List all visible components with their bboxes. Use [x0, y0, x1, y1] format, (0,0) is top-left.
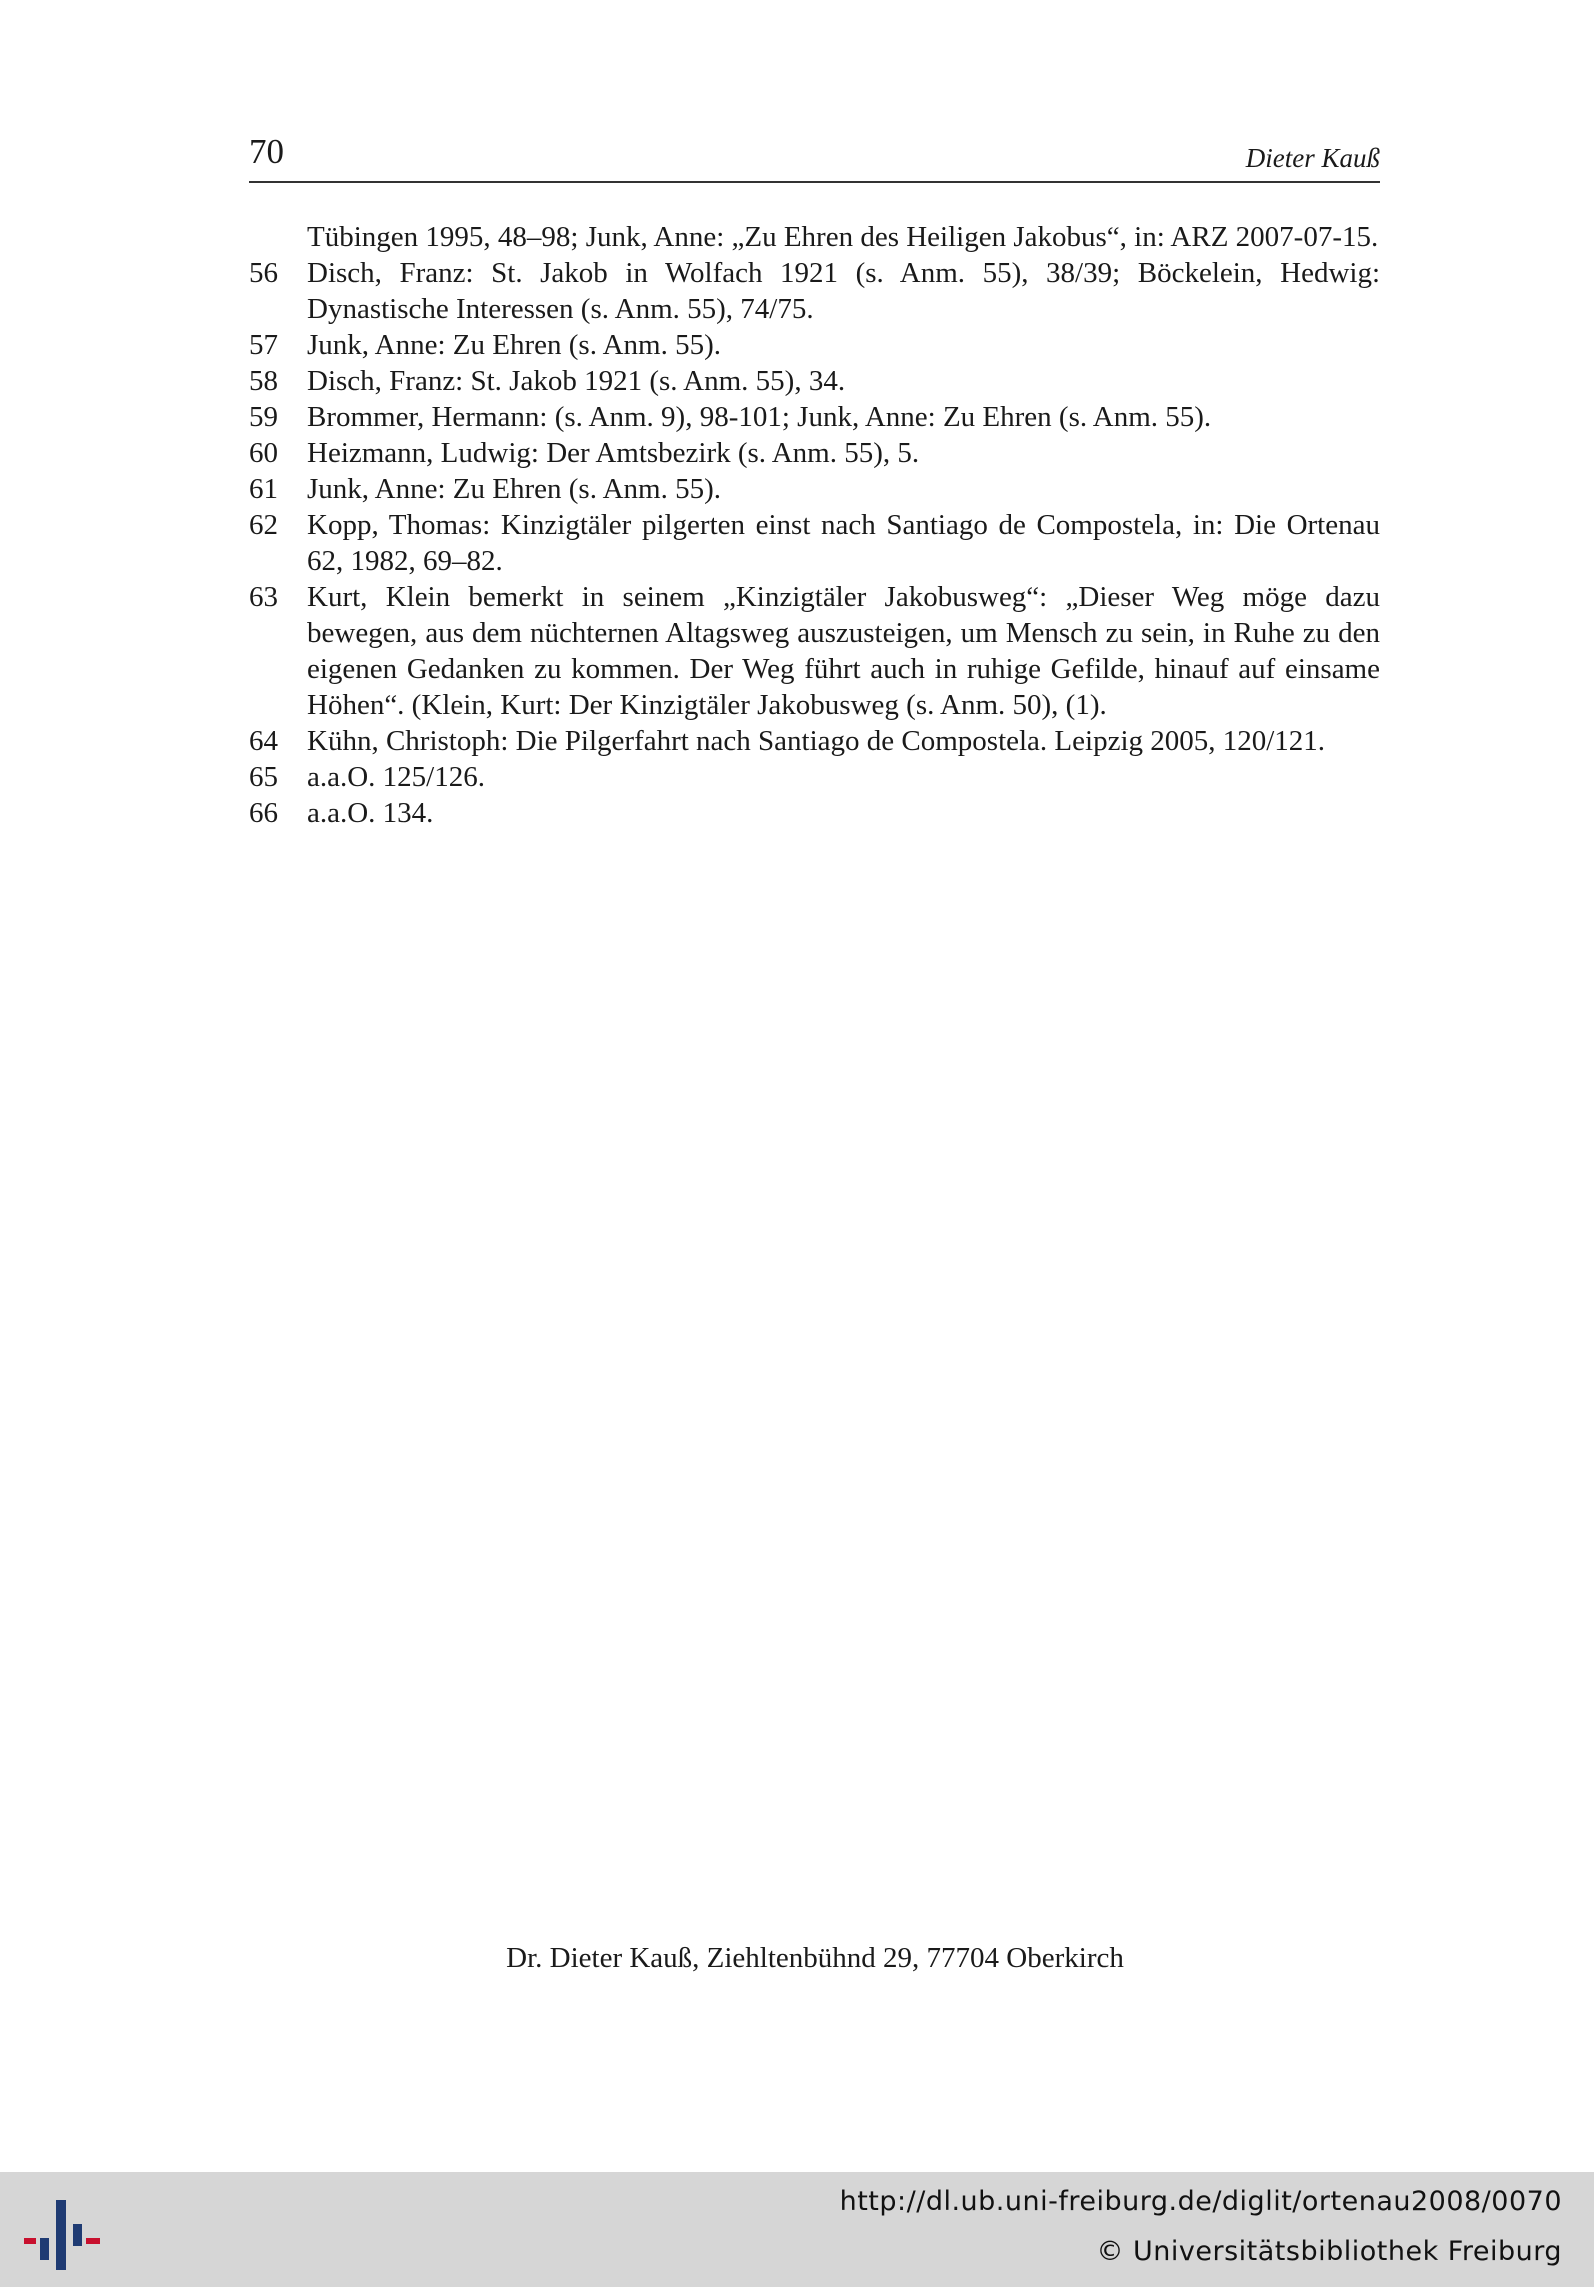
- footnote-text: Heizmann, Ludwig: Der Amtsbezirk (s. Anm. 55), 5.: [307, 437, 920, 469]
- footnote-63: [249, 579, 1380, 723]
- footnote-text: a.a.O. 125/126.: [307, 761, 485, 793]
- footnote-number: 64: [249, 725, 278, 757]
- footnote-60: [249, 435, 1380, 471]
- footnote-number: 58: [249, 365, 278, 397]
- footer-bar: [0, 2172, 1594, 2287]
- footnote-number: 56: [249, 257, 278, 289]
- footnote-number: 63: [249, 581, 278, 613]
- page-number: 70: [249, 132, 284, 171]
- footnote-text: Disch, Franz: St. Jakob 1921 (s. Anm. 55), 34.: [307, 365, 846, 397]
- footnote-number: 60: [249, 437, 278, 469]
- footnote-64: [249, 723, 1380, 759]
- footer-copyright: © Universitätsbibliothek Freiburg: [1096, 2236, 1562, 2267]
- author-address: Dr. Dieter Kauß, Ziehltenbühnd 29, 77704 Oberkirch: [506, 1942, 1124, 1974]
- footnote-continuation: [249, 219, 1380, 255]
- footnote-text: Tübingen 1995, 48–98; Junk, Anne: „Zu Ehren des Heiligen Jakobus“, in: ARZ 2007-07-15.: [307, 221, 1379, 253]
- footnote-57: [249, 327, 1380, 363]
- footnote-text: Kopp, Thomas: Kinzigtäler pilgerten einst nach Santiago de Compostela, in: Die Ortenau 62, 1982, 69–82.: [307, 509, 1380, 577]
- footnote-62: [249, 507, 1380, 579]
- footnote-text: Junk, Anne: Zu Ehren (s. Anm. 55).: [307, 329, 722, 361]
- footnote-number: 61: [249, 473, 278, 505]
- ub-freiburg-logo-icon: [22, 2194, 102, 2274]
- footnote-number: 62: [249, 509, 278, 541]
- footnote-58: [249, 363, 1380, 399]
- footnote-56: [249, 255, 1380, 327]
- footnote-text: Kühn, Christoph: Die Pilgerfahrt nach Santiago de Compostela. Leipzig 2005, 120/121.: [307, 725, 1326, 757]
- footnote-text: Brommer, Hermann: (s. Anm. 9), 98-101; Junk, Anne: Zu Ehren (s. Anm. 55).: [307, 401, 1212, 433]
- footnote-61: [249, 471, 1380, 507]
- footnote-65: [249, 759, 1380, 795]
- footnote-number: 66: [249, 797, 278, 829]
- running-head: Dieter Kauß: [1245, 143, 1380, 173]
- footnote-59: [249, 399, 1380, 435]
- footnote-number: 57: [249, 329, 278, 361]
- footnotes: [249, 219, 1380, 831]
- footnote-66: [249, 795, 1380, 831]
- footnote-number: 65: [249, 761, 278, 793]
- footnote-text: Junk, Anne: Zu Ehren (s. Anm. 55).: [307, 473, 722, 505]
- footnote-number: 59: [249, 401, 278, 433]
- footnote-text: Disch, Franz: St. Jakob in Wolfach 1921 (s. Anm. 55), 38/39; Böckelein, Hedwig: Dynastische Interessen (s. Anm. 55), 74/75.: [307, 257, 1380, 325]
- footnote-text: Kurt, Klein bemerkt in seinem „Kinzigtäler Jakobusweg“: „Dieser Weg möge dazu bewegen, aus dem nüchternen Altagsweg auszusteigen, um Mensch zu sein, in Ruhe zu den eigenen Gedanken zu kommen. Der Weg führt auch in ruhige Gefilde, hinauf auf einsame Höhen“. (Klein, Kurt: Der Kinzigtäler Jakobusweg (s. Anm. 50), (1).: [307, 581, 1380, 721]
- footnote-text: a.a.O. 134.: [307, 797, 434, 829]
- footer-url-link[interactable]: http://dl.ub.uni-freiburg.de/diglit/ortenau2008/0070: [839, 2186, 1562, 2217]
- header-rule: [249, 181, 1380, 183]
